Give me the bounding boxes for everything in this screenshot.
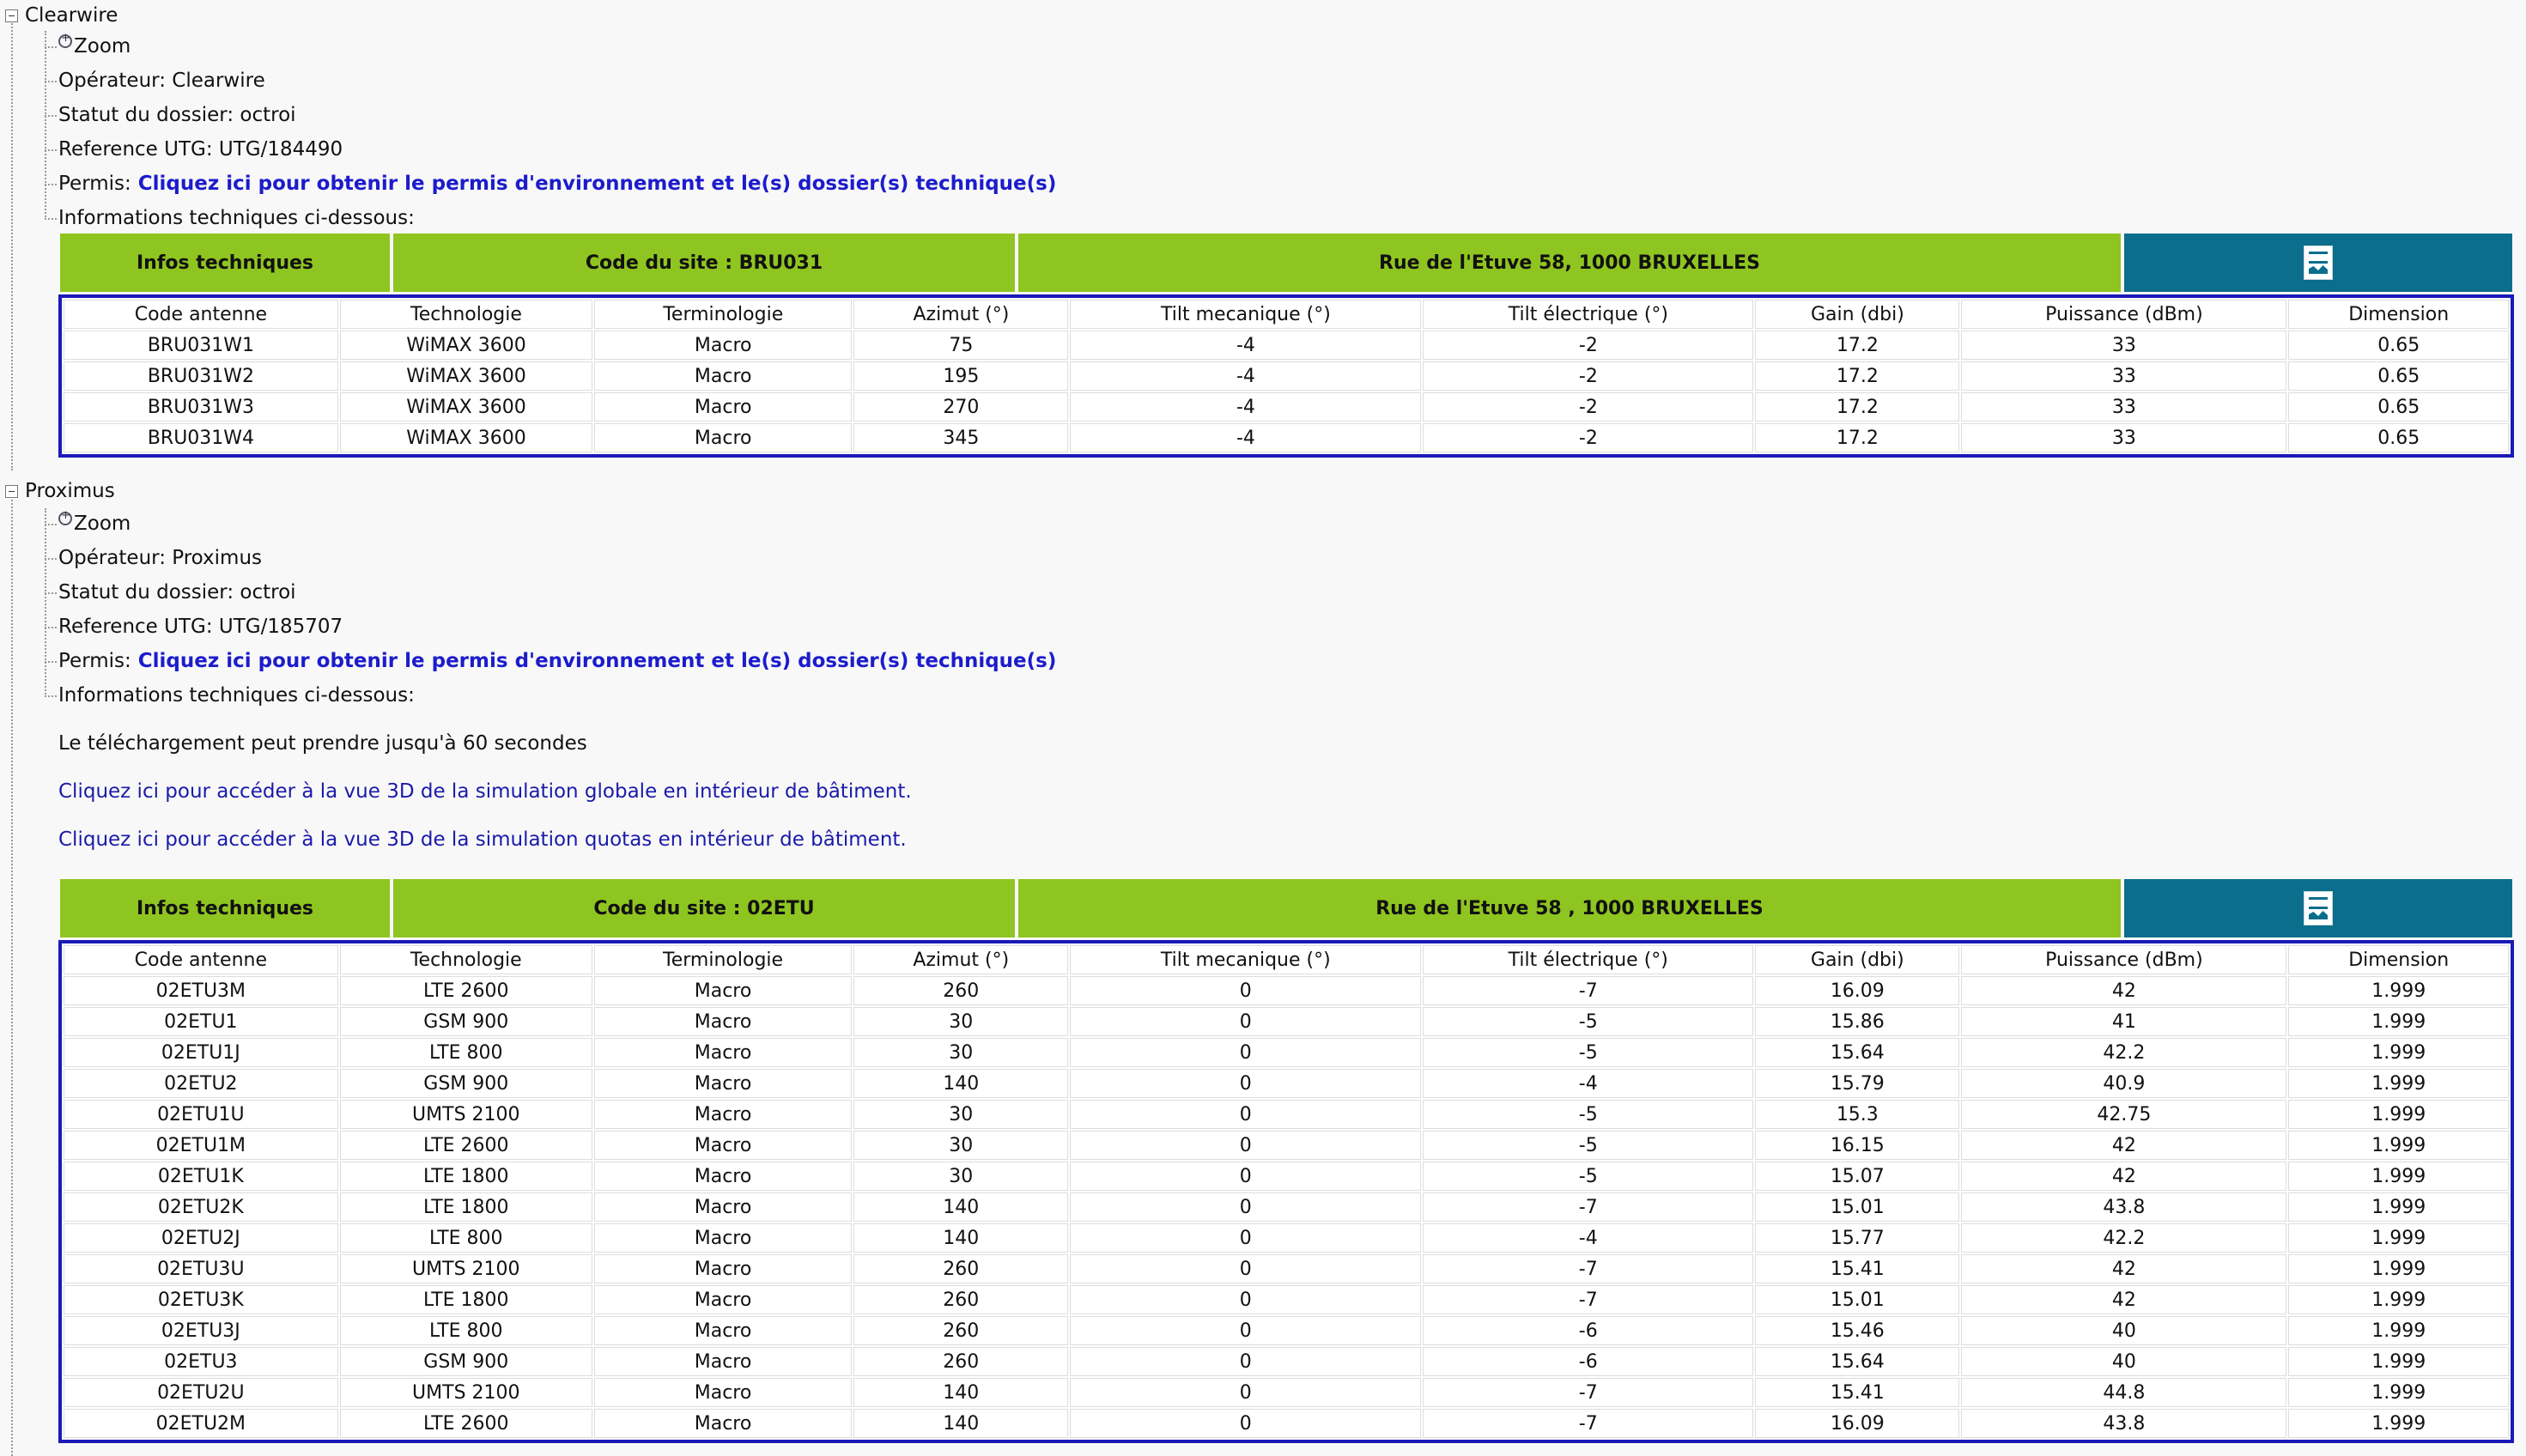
table-cell: WiMAX 3600 bbox=[340, 331, 592, 360]
site-address-cell: Rue de l'Etuve 58 , 1000 BRUXELLES bbox=[1018, 879, 2121, 937]
table-cell: 33 bbox=[1961, 331, 2286, 360]
table-cell: 42.2 bbox=[1961, 1223, 2286, 1253]
table-cell: 42 bbox=[1961, 1254, 2286, 1283]
table-cell: LTE 800 bbox=[340, 1038, 592, 1067]
table-cell: -2 bbox=[1423, 331, 1753, 360]
table-cell: 44.8 bbox=[1961, 1378, 2286, 1407]
operator-label: Opérateur: bbox=[58, 70, 166, 92]
table-cell: Macro bbox=[594, 1162, 852, 1191]
table-cell: 15.41 bbox=[1755, 1254, 1959, 1283]
tree-line bbox=[45, 508, 46, 697]
status-label: Statut du dossier: bbox=[58, 581, 234, 604]
tree-branch bbox=[45, 592, 57, 594]
table-row bbox=[64, 1069, 2509, 1098]
table-cell: 1.999 bbox=[2288, 1223, 2509, 1253]
table-cell: 195 bbox=[853, 361, 1068, 391]
table-cell: 02ETU2J bbox=[64, 1223, 338, 1253]
column-header: Puissance (dBm) bbox=[1961, 300, 2286, 329]
table-cell: Macro bbox=[594, 1131, 852, 1160]
table-cell: 43.8 bbox=[1961, 1192, 2286, 1222]
column-header: Technologie bbox=[340, 300, 592, 329]
table-cell: 15.46 bbox=[1755, 1316, 1959, 1345]
collapse-icon[interactable] bbox=[5, 9, 18, 22]
table-cell: 02ETU3 bbox=[64, 1347, 338, 1376]
table-cell: UMTS 2100 bbox=[340, 1254, 592, 1283]
column-header: Puissance (dBm) bbox=[1961, 945, 2286, 974]
table-cell: 260 bbox=[853, 1285, 1068, 1314]
table-cell: 15.64 bbox=[1755, 1347, 1959, 1376]
table-cell: -4 bbox=[1423, 1223, 1753, 1253]
table-cell: -6 bbox=[1423, 1316, 1753, 1345]
zoom-label: Zoom bbox=[74, 35, 131, 58]
antenna-table-clearwire bbox=[58, 294, 2514, 458]
table-row bbox=[64, 392, 2509, 422]
table-cell: 02ETU1 bbox=[64, 1007, 338, 1036]
column-header: Terminologie bbox=[594, 300, 852, 329]
table-cell: 41 bbox=[1961, 1007, 2286, 1036]
table-cell: 42.75 bbox=[1961, 1100, 2286, 1129]
table-cell: -7 bbox=[1423, 1285, 1753, 1314]
link-3d-quotas-row bbox=[58, 822, 907, 857]
table-cell: 1.999 bbox=[2288, 1378, 2509, 1407]
table-cell: 0 bbox=[1070, 1254, 1421, 1283]
table-cell: Macro bbox=[594, 1254, 852, 1283]
table-cell: Macro bbox=[594, 1100, 852, 1129]
table-cell: 02ETU1U bbox=[64, 1100, 338, 1129]
table-cell: 02ETU2K bbox=[64, 1192, 338, 1222]
column-header: Gain (dbi) bbox=[1755, 300, 1959, 329]
zoom-icon bbox=[58, 34, 72, 48]
table-header-row bbox=[64, 945, 2509, 974]
table-cell: 02ETU1K bbox=[64, 1162, 338, 1191]
table-cell: LTE 2600 bbox=[340, 1131, 592, 1160]
link-3d-global[interactable]: Cliquez ici pour accéder à la vue 3D de la simulation globale en intérieur de bâtiment. bbox=[58, 780, 912, 803]
table-cell: Macro bbox=[594, 1285, 852, 1314]
column-header: Tilt mecanique (°) bbox=[1070, 945, 1421, 974]
column-header: Tilt électrique (°) bbox=[1423, 300, 1753, 329]
table-cell: Macro bbox=[594, 1347, 852, 1376]
permis-label: Permis: bbox=[58, 650, 131, 672]
table-cell: 30 bbox=[853, 1100, 1068, 1129]
column-header: Technologie bbox=[340, 945, 592, 974]
site-info-bar bbox=[60, 234, 2512, 292]
table-cell: 75 bbox=[853, 331, 1068, 360]
table-cell: 16.09 bbox=[1755, 976, 1959, 1005]
table-cell: 15.07 bbox=[1755, 1162, 1959, 1191]
table-cell: 270 bbox=[853, 392, 1068, 422]
table-cell: 1.999 bbox=[2288, 1285, 2509, 1314]
table-cell: 16.09 bbox=[1755, 1409, 1959, 1438]
table-cell: 02ETU3M bbox=[64, 976, 338, 1005]
table-cell: 0 bbox=[1070, 1131, 1421, 1160]
table-cell: 33 bbox=[1961, 423, 2286, 452]
table-cell: 40.9 bbox=[1961, 1069, 2286, 1098]
table-cell: 15.79 bbox=[1755, 1069, 1959, 1098]
table-cell: 0 bbox=[1070, 976, 1421, 1005]
table-cell: -2 bbox=[1423, 423, 1753, 452]
map-download-icon[interactable] bbox=[2304, 891, 2333, 925]
table-cell: -4 bbox=[1070, 392, 1421, 422]
table-cell: -7 bbox=[1423, 1254, 1753, 1283]
info-label: Informations techniques ci-dessous: bbox=[58, 684, 415, 707]
table-cell: 15.01 bbox=[1755, 1192, 1959, 1222]
table-cell: Macro bbox=[594, 423, 852, 452]
table-row bbox=[64, 1100, 2509, 1129]
column-header: Tilt mecanique (°) bbox=[1070, 300, 1421, 329]
table-cell: Macro bbox=[594, 1069, 852, 1098]
table-cell: 0 bbox=[1070, 1038, 1421, 1067]
column-header: Code antenne bbox=[64, 300, 338, 329]
table-cell: -7 bbox=[1423, 976, 1753, 1005]
column-header: Azimut (°) bbox=[853, 300, 1068, 329]
tree-branch bbox=[45, 524, 57, 525]
table-cell: 02ETU2 bbox=[64, 1069, 338, 1098]
infos-techniques-cell: Infos techniques bbox=[60, 234, 390, 292]
tree-branch bbox=[45, 661, 57, 663]
table-cell: -7 bbox=[1423, 1192, 1753, 1222]
status-label: Statut du dossier: bbox=[58, 104, 234, 126]
table-cell: 02ETU2U bbox=[64, 1378, 338, 1407]
column-header: Tilt électrique (°) bbox=[1423, 945, 1753, 974]
status-value: octroi bbox=[240, 104, 296, 126]
table-cell: 260 bbox=[853, 1347, 1068, 1376]
table-cell: 17.2 bbox=[1755, 423, 1959, 452]
table-cell: -5 bbox=[1423, 1007, 1753, 1036]
table-cell: 02ETU2M bbox=[64, 1409, 338, 1438]
table-cell: 42.2 bbox=[1961, 1038, 2286, 1067]
table-cell: 345 bbox=[853, 423, 1068, 452]
table-row bbox=[64, 361, 2509, 391]
table-cell: Macro bbox=[594, 1192, 852, 1222]
table-cell: LTE 1800 bbox=[340, 1192, 592, 1222]
table-cell: BRU031W1 bbox=[64, 331, 338, 360]
table-cell: 0 bbox=[1070, 1100, 1421, 1129]
collapse-icon[interactable] bbox=[5, 485, 18, 498]
table-row bbox=[64, 423, 2509, 452]
download-note-text: Le téléchargement peut prendre jusqu'à 60 secondes bbox=[58, 732, 587, 755]
reference-label: Reference UTG: bbox=[58, 138, 213, 161]
section-title: Proximus bbox=[25, 480, 115, 502]
permis-label: Permis: bbox=[58, 173, 131, 195]
antenna-table-proximus bbox=[58, 940, 2514, 1443]
table-row bbox=[64, 1038, 2509, 1067]
tree-branch bbox=[45, 115, 57, 117]
table-cell: -4 bbox=[1070, 331, 1421, 360]
table-cell: 42 bbox=[1961, 1285, 2286, 1314]
table-cell: 15.77 bbox=[1755, 1223, 1959, 1253]
table-cell: 260 bbox=[853, 1316, 1068, 1345]
table-cell: -4 bbox=[1423, 1069, 1753, 1098]
operator-row bbox=[58, 541, 262, 575]
table-cell: 1.999 bbox=[2288, 1347, 2509, 1376]
table-row bbox=[64, 1285, 2509, 1314]
table-cell: 17.2 bbox=[1755, 331, 1959, 360]
table-cell: 1.999 bbox=[2288, 1192, 2509, 1222]
table-cell: Macro bbox=[594, 331, 852, 360]
table-cell: 1.999 bbox=[2288, 1316, 2509, 1345]
table-cell: -5 bbox=[1423, 1038, 1753, 1067]
column-header: Terminologie bbox=[594, 945, 852, 974]
table-cell: -4 bbox=[1070, 423, 1421, 452]
table-cell: 17.2 bbox=[1755, 361, 1959, 391]
table-cell: LTE 800 bbox=[340, 1223, 592, 1253]
table-cell: WiMAX 3600 bbox=[340, 423, 592, 452]
table-cell: 0 bbox=[1070, 1316, 1421, 1345]
operator-value: Proximus bbox=[172, 547, 263, 569]
table-cell: 1.999 bbox=[2288, 1162, 2509, 1191]
table-cell: 140 bbox=[853, 1192, 1068, 1222]
operator-value: Clearwire bbox=[172, 70, 265, 92]
table-cell: 30 bbox=[853, 1162, 1068, 1191]
reference-row bbox=[58, 132, 343, 167]
table-cell: 42 bbox=[1961, 1162, 2286, 1191]
table-cell: 42 bbox=[1961, 1131, 2286, 1160]
tree-line bbox=[11, 17, 13, 470]
table-cell: BRU031W2 bbox=[64, 361, 338, 391]
section-title: Clearwire bbox=[25, 4, 118, 27]
section-header-proximus[interactable] bbox=[0, 476, 115, 507]
table-row bbox=[64, 1131, 2509, 1160]
map-download-button[interactable] bbox=[2124, 879, 2512, 937]
table-cell: UMTS 2100 bbox=[340, 1378, 592, 1407]
tree-branch bbox=[45, 218, 57, 220]
table-cell: 0 bbox=[1070, 1409, 1421, 1438]
map-download-button[interactable] bbox=[2124, 234, 2512, 292]
infos-techniques-cell: Infos techniques bbox=[60, 879, 390, 937]
table-cell: WiMAX 3600 bbox=[340, 361, 592, 391]
table-cell: 1.999 bbox=[2288, 1409, 2509, 1438]
table-cell: 0.65 bbox=[2288, 331, 2509, 360]
table-row bbox=[64, 1409, 2509, 1438]
table-cell: 0 bbox=[1070, 1162, 1421, 1191]
table-cell: 140 bbox=[853, 1409, 1068, 1438]
table-cell: 1.999 bbox=[2288, 1038, 2509, 1067]
table-cell: -5 bbox=[1423, 1162, 1753, 1191]
table-cell: 0.65 bbox=[2288, 392, 2509, 422]
table-cell: 1.999 bbox=[2288, 1131, 2509, 1160]
column-header: Code antenne bbox=[64, 945, 338, 974]
site-info-bar bbox=[60, 879, 2512, 937]
section-header-clearwire[interactable] bbox=[0, 0, 118, 31]
table-cell: 0 bbox=[1070, 1192, 1421, 1222]
table-row bbox=[64, 1347, 2509, 1376]
table-cell: 02ETU3U bbox=[64, 1254, 338, 1283]
table-cell: 0.65 bbox=[2288, 361, 2509, 391]
table-cell: 0 bbox=[1070, 1007, 1421, 1036]
table-cell: 17.2 bbox=[1755, 392, 1959, 422]
table-cell: Macro bbox=[594, 1316, 852, 1345]
table-cell: 02ETU1J bbox=[64, 1038, 338, 1067]
table-cell: Macro bbox=[594, 1409, 852, 1438]
table-row bbox=[64, 1162, 2509, 1191]
tree-branch bbox=[45, 184, 57, 185]
tree-branch bbox=[45, 149, 57, 151]
table-cell: 140 bbox=[853, 1378, 1068, 1407]
table-cell: Macro bbox=[594, 392, 852, 422]
download-note bbox=[58, 726, 587, 761]
table-cell: 0 bbox=[1070, 1347, 1421, 1376]
permis-row bbox=[58, 167, 1056, 201]
table-cell: -5 bbox=[1423, 1131, 1753, 1160]
table-row bbox=[64, 1223, 2509, 1253]
table-header-row bbox=[64, 300, 2509, 329]
info-label: Informations techniques ci-dessous: bbox=[58, 207, 415, 229]
table-cell: GSM 900 bbox=[340, 1007, 592, 1036]
table-cell: 140 bbox=[853, 1069, 1068, 1098]
table-cell: 1.999 bbox=[2288, 1007, 2509, 1036]
zoom-label: Zoom bbox=[74, 513, 131, 535]
table-cell: GSM 900 bbox=[340, 1069, 592, 1098]
table-cell: 42 bbox=[1961, 976, 2286, 1005]
reference-value: UTG/185707 bbox=[218, 616, 343, 638]
table-cell: 1.999 bbox=[2288, 1100, 2509, 1129]
table-cell: Macro bbox=[594, 1007, 852, 1036]
table-cell: 30 bbox=[853, 1038, 1068, 1067]
tree-branch bbox=[45, 627, 57, 628]
table-row bbox=[64, 1378, 2509, 1407]
table-cell: 16.15 bbox=[1755, 1131, 1959, 1160]
table-cell: -7 bbox=[1423, 1378, 1753, 1407]
table-cell: 0 bbox=[1070, 1378, 1421, 1407]
info-label-row bbox=[58, 678, 415, 713]
column-header: Dimension bbox=[2288, 945, 2509, 974]
status-row bbox=[58, 98, 296, 132]
table-row bbox=[64, 331, 2509, 360]
table-cell: 30 bbox=[853, 1131, 1068, 1160]
table-cell: 0 bbox=[1070, 1069, 1421, 1098]
table-cell: 1.999 bbox=[2288, 1254, 2509, 1283]
table-cell: 0 bbox=[1070, 1285, 1421, 1314]
status-value: octroi bbox=[240, 581, 296, 604]
table-cell: LTE 1800 bbox=[340, 1285, 592, 1314]
table-cell: Macro bbox=[594, 1378, 852, 1407]
table-cell: 260 bbox=[853, 1254, 1068, 1283]
table-cell: 40 bbox=[1961, 1316, 2286, 1345]
column-header: Azimut (°) bbox=[853, 945, 1068, 974]
operator-label: Opérateur: bbox=[58, 547, 166, 569]
table-cell: 140 bbox=[853, 1223, 1068, 1253]
tree-line bbox=[11, 489, 13, 1456]
table-cell: GSM 900 bbox=[340, 1347, 592, 1376]
link-3d-quotas[interactable]: Cliquez ici pour accéder à la vue 3D de la simulation quotas en intérieur de bâtiment. bbox=[58, 828, 907, 851]
table-cell: 1.999 bbox=[2288, 976, 2509, 1005]
table-cell: 15.86 bbox=[1755, 1007, 1959, 1036]
table-cell: 43.8 bbox=[1961, 1409, 2286, 1438]
reference-value: UTG/184490 bbox=[218, 138, 343, 161]
operator-row bbox=[58, 64, 265, 98]
map-download-icon[interactable] bbox=[2304, 246, 2333, 280]
site-address-cell: Rue de l'Etuve 58, 1000 BRUXELLES bbox=[1018, 234, 2121, 292]
table-cell: 15.41 bbox=[1755, 1378, 1959, 1407]
table-cell: WiMAX 3600 bbox=[340, 392, 592, 422]
table-row bbox=[64, 1192, 2509, 1222]
table-cell: Macro bbox=[594, 361, 852, 391]
table-cell: -2 bbox=[1423, 392, 1753, 422]
table-cell: -7 bbox=[1423, 1409, 1753, 1438]
table-cell: -4 bbox=[1070, 361, 1421, 391]
table-cell: Macro bbox=[594, 1038, 852, 1067]
table-cell: 33 bbox=[1961, 392, 2286, 422]
table-cell: -6 bbox=[1423, 1347, 1753, 1376]
table-row bbox=[64, 1254, 2509, 1283]
tree-branch bbox=[45, 558, 57, 560]
table-cell: BRU031W4 bbox=[64, 423, 338, 452]
table-cell: 15.01 bbox=[1755, 1285, 1959, 1314]
table-cell: LTE 2600 bbox=[340, 976, 592, 1005]
status-row bbox=[58, 575, 296, 610]
table-row bbox=[64, 1316, 2509, 1345]
table-cell: LTE 2600 bbox=[340, 1409, 592, 1438]
permis-row bbox=[58, 644, 1056, 678]
link-3d-global-row bbox=[58, 774, 912, 809]
table-cell: Macro bbox=[594, 976, 852, 1005]
zoom-icon bbox=[58, 512, 72, 525]
table-cell: LTE 1800 bbox=[340, 1162, 592, 1191]
info-label-row bbox=[58, 201, 415, 235]
tree-branch bbox=[45, 695, 57, 697]
column-header: Dimension bbox=[2288, 300, 2509, 329]
permis-link[interactable]: Cliquez ici pour obtenir le permis d'environnement et le(s) dossier(s) technique(s) bbox=[137, 650, 1057, 672]
table-cell: 02ETU3K bbox=[64, 1285, 338, 1314]
table-cell: 15.64 bbox=[1755, 1038, 1959, 1067]
table-cell: 260 bbox=[853, 976, 1068, 1005]
table-cell: 0 bbox=[1070, 1223, 1421, 1253]
table-cell: -5 bbox=[1423, 1100, 1753, 1129]
permis-link[interactable]: Cliquez ici pour obtenir le permis d'environnement et le(s) dossier(s) technique(s) bbox=[137, 173, 1057, 195]
table-cell: BRU031W3 bbox=[64, 392, 338, 422]
table-cell: 30 bbox=[853, 1007, 1068, 1036]
table-cell: 33 bbox=[1961, 361, 2286, 391]
table-cell: 02ETU1M bbox=[64, 1131, 338, 1160]
table-cell: Macro bbox=[594, 1223, 852, 1253]
site-code-cell: Code du site : 02ETU bbox=[393, 879, 1015, 937]
table-row bbox=[64, 976, 2509, 1005]
table-row bbox=[64, 1007, 2509, 1036]
reference-row bbox=[58, 610, 343, 644]
tree-line bbox=[45, 31, 46, 220]
table-cell: UMTS 2100 bbox=[340, 1100, 592, 1129]
table-cell: 15.3 bbox=[1755, 1100, 1959, 1129]
zoom-link[interactable] bbox=[58, 507, 131, 541]
table-cell: 0.65 bbox=[2288, 423, 2509, 452]
table-cell: 40 bbox=[1961, 1347, 2286, 1376]
tree-branch bbox=[45, 46, 57, 48]
column-header: Gain (dbi) bbox=[1755, 945, 1959, 974]
table-cell: 1.999 bbox=[2288, 1069, 2509, 1098]
zoom-link[interactable] bbox=[58, 29, 131, 64]
table-cell: 02ETU3J bbox=[64, 1316, 338, 1345]
table-cell: -2 bbox=[1423, 361, 1753, 391]
table-cell: LTE 800 bbox=[340, 1316, 592, 1345]
site-code-cell: Code du site : BRU031 bbox=[393, 234, 1015, 292]
reference-label: Reference UTG: bbox=[58, 616, 213, 638]
tree-branch bbox=[45, 81, 57, 82]
